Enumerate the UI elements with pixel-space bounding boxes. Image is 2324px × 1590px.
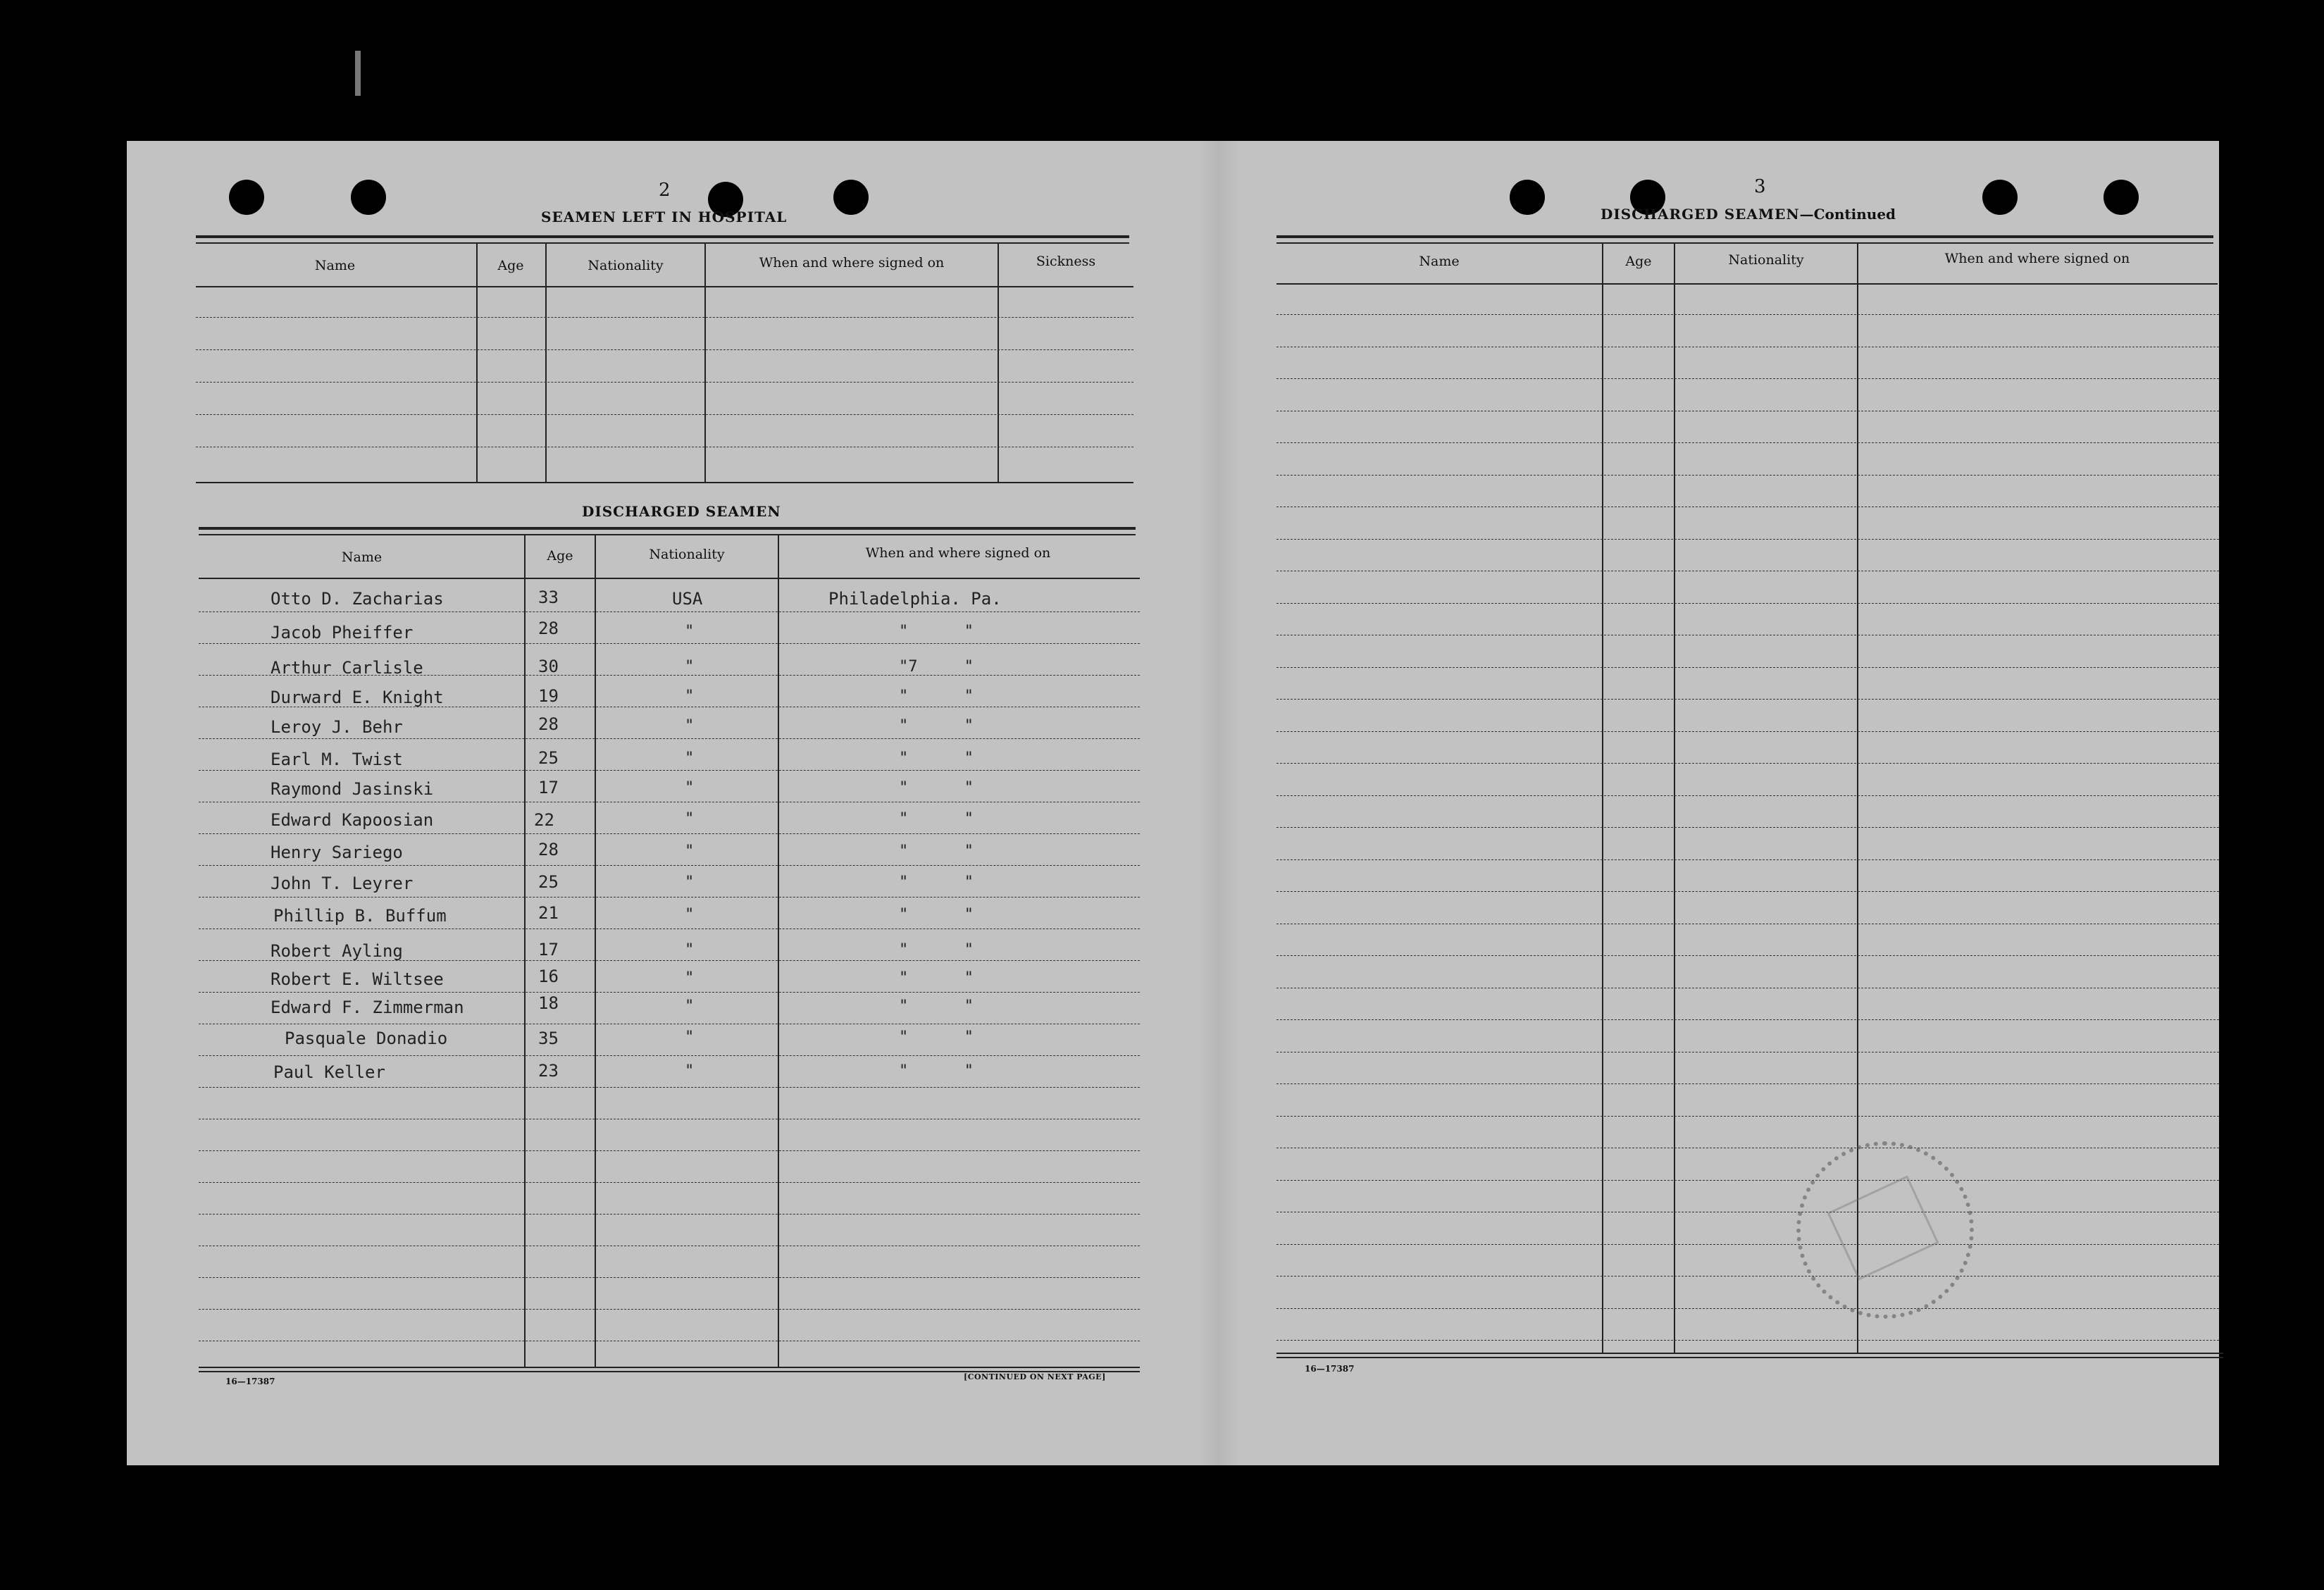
seaman-nationality: "	[685, 843, 695, 860]
right-form-number: 16—17387	[1305, 1364, 1355, 1374]
row-rule	[199, 1150, 1140, 1151]
discharged-col-nationality: Nationality	[649, 547, 725, 562]
seaman-name: Edward Kapoosian	[271, 810, 434, 830]
seaman-age: 23	[538, 1061, 559, 1081]
row-rule	[1276, 763, 2219, 764]
seaman-nationality: "	[685, 998, 695, 1015]
row-rule	[1276, 1116, 2219, 1117]
seaman-signed-on: Philadelphia. Pa.	[828, 589, 1002, 609]
seaman-name: John T. Leyrer	[271, 874, 414, 893]
punch-hole	[2104, 180, 2139, 215]
punch-hole	[1510, 180, 1545, 215]
hospital-divider	[476, 244, 478, 483]
right-section-title	[1601, 206, 1896, 223]
discharged-col-age: Age	[547, 548, 573, 564]
discharged-col-signed: When and where signed on	[865, 545, 1051, 561]
seaman-name: Earl M. Twist	[271, 750, 403, 769]
seaman-nationality: "	[685, 969, 695, 987]
seaman-signed-on: " "	[899, 750, 974, 767]
seaman-signed-on: " "	[899, 998, 974, 1015]
hospital-top-rule	[196, 235, 1129, 238]
seaman-signed-on: " "	[899, 843, 974, 860]
row-rule	[199, 1309, 1140, 1310]
seaman-signed-on: " "	[899, 688, 974, 705]
seaman-name: Arthur Carlisle	[271, 658, 423, 678]
seaman-signed-on: " "	[899, 810, 974, 828]
hospital-divider	[704, 244, 706, 483]
seaman-nationality: "	[685, 779, 695, 797]
right-title-main: DISCHARGED SEAMEN	[1601, 206, 1800, 223]
seaman-age: 17	[538, 940, 559, 959]
row-rule	[199, 865, 1140, 866]
row-rule	[1276, 475, 2219, 476]
row-rule	[199, 1087, 1140, 1088]
seaman-signed-on: " "	[899, 874, 974, 891]
seaman-signed-on: "7 "	[899, 658, 974, 676]
seaman-age: 33	[538, 588, 559, 607]
seaman-nationality: "	[685, 874, 695, 891]
hospital-col-name: Name	[314, 258, 356, 273]
row-rule	[1276, 442, 2219, 443]
seaman-signed-on: " "	[899, 969, 974, 987]
discharged-divider	[778, 535, 779, 1368]
row-rule	[1276, 1276, 2219, 1277]
seaman-nationality: "	[685, 658, 695, 676]
row-rule	[199, 770, 1140, 771]
row-rule	[1276, 378, 2219, 379]
seaman-signed-on: " "	[899, 623, 974, 640]
row-rule	[1276, 603, 2219, 604]
seaman-nationality: USA	[672, 589, 703, 609]
discharged-bottom-rule	[199, 1367, 1140, 1368]
seaman-age: 35	[538, 1029, 559, 1048]
seaman-signed-on: " "	[899, 779, 974, 797]
row-rule	[199, 1214, 1140, 1215]
hospital-col-age: Age	[497, 258, 524, 273]
hospital-section-title: SEAMEN LEFT IN HOSPITAL	[541, 209, 788, 225]
seaman-age: 16	[538, 967, 559, 986]
hospital-top-rule-2	[196, 242, 1129, 244]
seaman-age: 30	[538, 657, 559, 676]
seaman-age: 28	[538, 619, 559, 638]
right-bottom-rule-2	[1276, 1357, 2223, 1358]
right-col-signed: When and where signed on	[1944, 251, 2130, 266]
row-rule	[199, 643, 1140, 644]
right-col-age: Age	[1625, 254, 1652, 269]
row-rule	[1276, 1308, 2219, 1309]
hospital-divider	[545, 244, 547, 483]
hospital-col-signed: When and where signed on	[759, 255, 945, 271]
right-col-nationality: Nationality	[1728, 252, 1804, 268]
seaman-age: 18	[538, 993, 559, 1013]
seaman-signed-on: " "	[899, 1062, 974, 1080]
seaman-signed-on: " "	[899, 941, 974, 959]
seaman-age: 28	[538, 840, 559, 859]
row-rule	[1276, 955, 2219, 956]
seaman-nationality: "	[685, 717, 695, 735]
row-rule	[199, 897, 1140, 898]
seaman-age: 25	[538, 748, 559, 768]
row-rule	[1276, 699, 2219, 700]
row-rule	[199, 992, 1140, 993]
seaman-age: 25	[538, 872, 559, 892]
row-rule	[1276, 667, 2219, 668]
seaman-nationality: "	[685, 906, 695, 924]
seaman-name: Jacob Pheiffer	[271, 623, 414, 642]
discharged-divider	[595, 535, 596, 1368]
punch-hole	[833, 180, 869, 215]
seaman-age: 17	[538, 778, 559, 797]
scan-speck	[355, 51, 361, 96]
seaman-nationality: "	[685, 623, 695, 640]
left-page-number: 2	[659, 180, 671, 201]
seaman-signed-on: " "	[899, 906, 974, 924]
row-rule	[199, 833, 1140, 834]
seaman-name: Otto D. Zacharias	[271, 589, 444, 609]
row-rule	[199, 1277, 1140, 1278]
punch-hole	[229, 180, 264, 215]
hospital-divider	[998, 244, 999, 483]
continued-note: [CONTINUED ON NEXT PAGE]	[964, 1372, 1106, 1381]
row-rule	[1276, 891, 2219, 892]
seaman-nationality: "	[685, 1062, 695, 1080]
row-rule	[199, 1055, 1140, 1056]
hospital-col-nationality: Nationality	[588, 258, 664, 273]
row-rule	[1276, 731, 2219, 732]
seaman-nationality: "	[685, 750, 695, 767]
seaman-name: Durward E. Knight	[271, 688, 444, 707]
row-rule	[199, 1182, 1140, 1183]
seaman-nationality: "	[685, 941, 695, 959]
discharged-col-name: Name	[341, 549, 383, 565]
discharged-section-title: DISCHARGED SEAMEN	[582, 503, 781, 520]
hospital-row-rule	[196, 349, 1133, 350]
hospital-row-rule	[196, 317, 1133, 318]
row-rule	[1276, 539, 2219, 540]
seaman-age: 22	[534, 810, 554, 830]
row-rule	[199, 611, 1140, 612]
right-page-number: 3	[1754, 176, 1766, 197]
row-rule	[1276, 795, 2219, 796]
right-top-rule	[1276, 235, 2213, 238]
seaman-age: 21	[538, 903, 559, 923]
seaman-name: Edward F. Zimmerman	[271, 998, 464, 1017]
seaman-age: 28	[538, 714, 559, 734]
hospital-bottom-rule	[196, 482, 1133, 483]
seaman-nationality: "	[685, 1029, 695, 1046]
right-col-name: Name	[1419, 254, 1460, 269]
right-bottom-rule	[1276, 1353, 2223, 1354]
left-form-number: 16—17387	[225, 1377, 275, 1386]
row-rule	[1276, 859, 2219, 860]
seaman-name: Robert E. Wiltsee	[271, 969, 444, 989]
seaman-name: Raymond Jasinski	[271, 779, 434, 799]
row-rule	[199, 738, 1140, 739]
seaman-name: Phillip B. Buffum	[273, 906, 447, 926]
seaman-name: Robert Ayling	[271, 941, 403, 961]
row-rule	[1276, 1019, 2219, 1020]
seaman-name: Leroy J. Behr	[271, 717, 403, 737]
hospital-col-sickness: Sickness	[1036, 254, 1096, 269]
discharged-top-rule-2	[199, 534, 1136, 535]
right-header-rule	[1276, 283, 2218, 285]
row-rule	[1276, 827, 2219, 828]
discharged-top-rule	[199, 527, 1136, 530]
row-rule	[1276, 314, 2219, 315]
punch-hole	[351, 180, 386, 215]
row-rule	[199, 928, 1140, 929]
seaman-nationality: "	[685, 810, 695, 828]
right-title-continued: —Continued	[1799, 206, 1896, 223]
page-fold	[1198, 141, 1240, 1465]
hospital-header-rule	[196, 286, 1133, 287]
seaman-age: 19	[538, 686, 559, 706]
seaman-nationality: "	[685, 688, 695, 705]
right-top-rule-2	[1276, 242, 2213, 244]
punch-hole	[1982, 180, 2018, 215]
row-rule	[1276, 1244, 2219, 1245]
discharged-divider	[524, 535, 526, 1368]
seaman-signed-on: " "	[899, 717, 974, 735]
row-rule	[1276, 1180, 2219, 1181]
hospital-row-rule	[196, 382, 1133, 383]
seaman-name: Paul Keller	[273, 1062, 385, 1082]
hospital-row-rule	[196, 414, 1133, 415]
row-rule	[1276, 1340, 2219, 1341]
seaman-name: Henry Sariego	[271, 843, 403, 862]
seaman-name: Pasquale Donadio	[285, 1029, 448, 1048]
discharged-header-rule	[199, 578, 1140, 579]
row-rule	[1276, 1083, 2219, 1084]
seaman-signed-on: " "	[899, 1029, 974, 1046]
